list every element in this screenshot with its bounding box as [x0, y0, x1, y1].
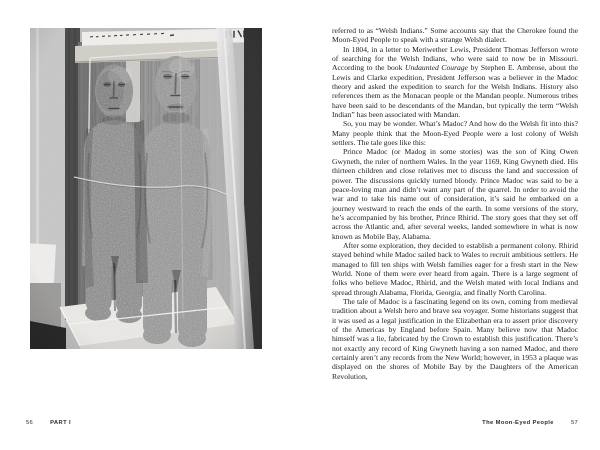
right-footer: [482, 420, 578, 426]
right-page-number: 57: [570, 420, 578, 426]
photo-illustration: [30, 28, 262, 349]
photo-vignette: [30, 28, 262, 349]
left-footer: [26, 420, 71, 426]
body-text: [332, 26, 578, 381]
paragraph: referred to as “Welsh Indians.” Some accounts say that the Cherokee found the Moon-Eyed People to speak with a strange Welsh dialect.: [332, 26, 578, 45]
paragraph: So, you may be wonder. What’s Madoc? And how do the Welsh fit into this? Many people think that the Moon-Eyed People were a lost colony of Welsh settlers. The tale goes like this:: [332, 119, 578, 148]
left-page-number: 56: [26, 420, 34, 426]
paragraph: After some exploration, they decided to establish a permanent colony. Rhirid stayed behind while Madoc sailed back to Wales to recruit ambitious settlers. He managed to fill ten ships with Welsh families eager for a fresh start in the New World. None of them were ever heard from again. There is a large segment of folks who believe Madoc, Rhirid, and the Welsh mated with local Indians and spread through Alabama, Florida, Georgia, and finally North Carolina.: [332, 240, 578, 297]
moon-eyed-people-photo: [30, 28, 262, 349]
paragraph: The tale of Madoc is a fascinating legend on its own, coming from medieval tradition about a Welsh hero and brave sea voyager. Some historians suggest that it was used as a legal justification in the Elizabethan era to assert prior discovery of the Americas by England before Spain. Many believe now that Madoc himself was a lie, fabricated by the Crown to establish this justification. There’s not exactly any record of King Gwyneth having a son named Madoc, and there certainly aren’t any records from the New World; however, in 1953 a plaque was displayed on the shores of Mobile Bay by the Daughters of the American Revolution,: [332, 296, 578, 381]
chapter-running-head: The Moon-Eyed People: [482, 420, 554, 426]
paragraph: Prince Madoc (or Madog in some stories) was the son of King Owen Gwyneth, the ruler of northern Wales. In the year 1169, King Gwyneth died. His thirteen children and close relatives met to discuss the land and succession of power. The discussions quickly turned bloody. Prince Madoc was said to be a peace-loving man and didn’t want any part of the quarrel. In order to avoid the war and to take his name out of consideration, it’s said he embarked on a journey westward to reach the ends of the earth. In some versions of the story, he’s accompanied by his brother, Prince Rhirid. The story goes that they set off across the Atlantic and, after several weeks, landed somewhere in what is now known as Mobile Bay, Alabama.: [332, 147, 578, 241]
section-label: PART I: [50, 420, 72, 426]
paragraph: In 1804, in a letter to Meriwether Lewis, President Thomas Jefferson wrote of searching for the Welsh Indians, who were said to now be in Missouri. According to the book Undaunted Courage by Stephen E. Ambrose, about the Lewis and Clarke expedition, President Jefferson was a believer in the Madoc theory and asked the expedition to search for the Welsh Indians. History also references them as the Monacan people or the Mandan people. Numerous tribes have been said to be descendants of the Mandan, but typically the term “Welsh Indian” has been associated with Mandan.: [332, 44, 578, 120]
